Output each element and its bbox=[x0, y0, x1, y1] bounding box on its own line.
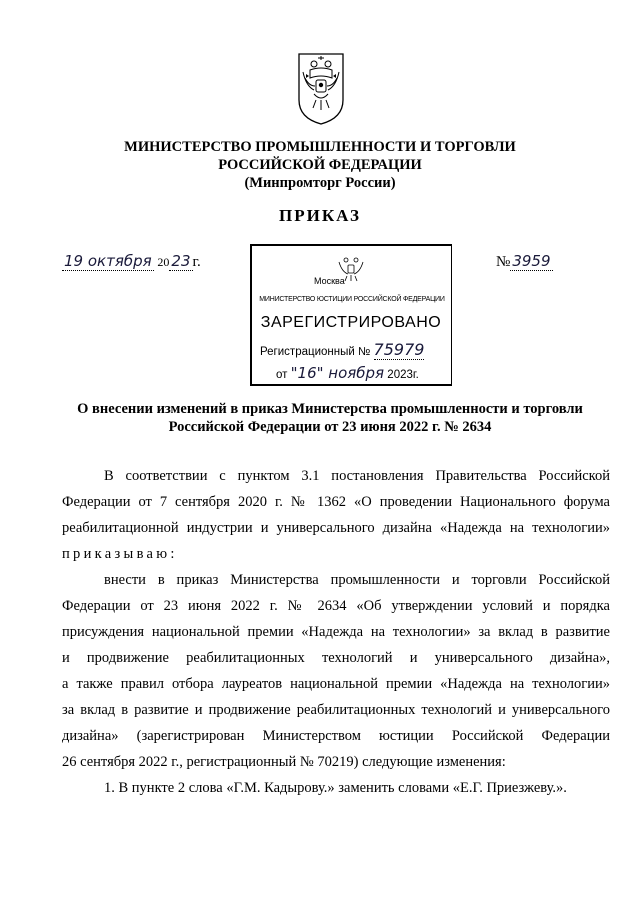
paragraph-line: и продвижение реабилитационных технологий и универсального дизайна», bbox=[62, 650, 610, 666]
paragraph-line: 26 сентября 2022 г., регистрационный № 70219) следующие изменения: bbox=[62, 754, 506, 770]
order-title: ПРИКАЗ bbox=[279, 206, 361, 225]
order-subject bbox=[60, 400, 600, 436]
paragraph-line: Федерации от 23 июня 2022 г. № 2634 «Об утверждении условий и порядка bbox=[62, 598, 610, 614]
stamp-registration-value: 75979 bbox=[373, 340, 425, 359]
paragraph-line: присуждения национальной премии «Надежда на технологии» за вклад в развитие bbox=[62, 624, 610, 640]
paragraph-line: реабилитационной индустрии и универсального дизайна «Надежда на технологии» bbox=[62, 520, 610, 536]
stamp-date-value: "16" ноября bbox=[290, 364, 385, 382]
stamp-registration-label: Регистрационный № bbox=[260, 346, 371, 358]
stamp-ministry: МИНИСТЕРСТВО ЮСТИЦИИ РОССИЙСКОЙ ФЕДЕРАЦИИ bbox=[259, 296, 445, 303]
ministry-name-line2: РОССИЙСКОЙ ФЕДЕРАЦИИ bbox=[218, 157, 422, 173]
ministry-name-line1: МИНИСТЕРСТВО ПРОМЫШЛЕННОСТИ И ТОРГОВЛИ bbox=[124, 139, 516, 155]
stamp-registration-number bbox=[260, 340, 424, 359]
stamp-registered: ЗАРЕГИСТРИРОВАНО bbox=[260, 314, 442, 331]
order-date-year-suffix: 23 bbox=[171, 252, 191, 270]
order-date-year-prefix: 20 bbox=[157, 255, 170, 269]
paragraph-line: 1. В пункте 2 слова «Г.М. Кадырову.» заменить словами «Е.Г. Приезжеву.». bbox=[104, 780, 567, 796]
subject-line1: О внесении изменений в приказ Министерства промышленности и торговли bbox=[77, 401, 583, 417]
stamp-date-prefix: от bbox=[276, 369, 288, 381]
paragraph-line: внести в приказ Министерства промышленности и торговли Российской bbox=[104, 572, 610, 588]
paragraph-line: а также правил отбора лауреатов национальной премии «Надежда на технологии» bbox=[62, 676, 610, 692]
stamp-date-year: 2023 bbox=[387, 369, 413, 381]
ministry-header bbox=[100, 138, 540, 192]
order-body bbox=[62, 463, 610, 801]
order-date-year-marker: г. bbox=[192, 254, 201, 270]
order-date bbox=[62, 252, 201, 271]
paragraph-line: В соответствии с пунктом 3.1 постановления Правительства Российской bbox=[104, 468, 610, 484]
paragraph-line-orders: приказываю: bbox=[62, 546, 178, 562]
subject-line2: Российской Федерации от 23 июня 2022 г. № 2634 bbox=[168, 419, 492, 435]
paragraph-line: дизайна» (зарегистрирован Министерством юстиции Российской Федерации bbox=[62, 728, 610, 744]
paragraph-line: Федерации от 7 сентября 2020 г. № 1362 «О проведении Национального форума bbox=[62, 494, 610, 510]
stamp-date bbox=[276, 364, 419, 382]
registration-stamp bbox=[250, 244, 452, 386]
order-number bbox=[496, 252, 553, 271]
ministry-short-name: (Минпромторг России) bbox=[244, 175, 396, 191]
stamp-date-suffix: г. bbox=[412, 369, 419, 381]
order-date-day-month: 19 октября bbox=[64, 252, 152, 270]
order-number-value: 3959 bbox=[512, 252, 551, 270]
order-number-prefix: № bbox=[496, 254, 511, 270]
state-emblem-icon bbox=[296, 52, 346, 126]
paragraph-line: за вклад в развитие и продвижение реабилитационных технологий и универсального bbox=[62, 702, 610, 718]
stamp-city: Москва bbox=[314, 276, 345, 286]
